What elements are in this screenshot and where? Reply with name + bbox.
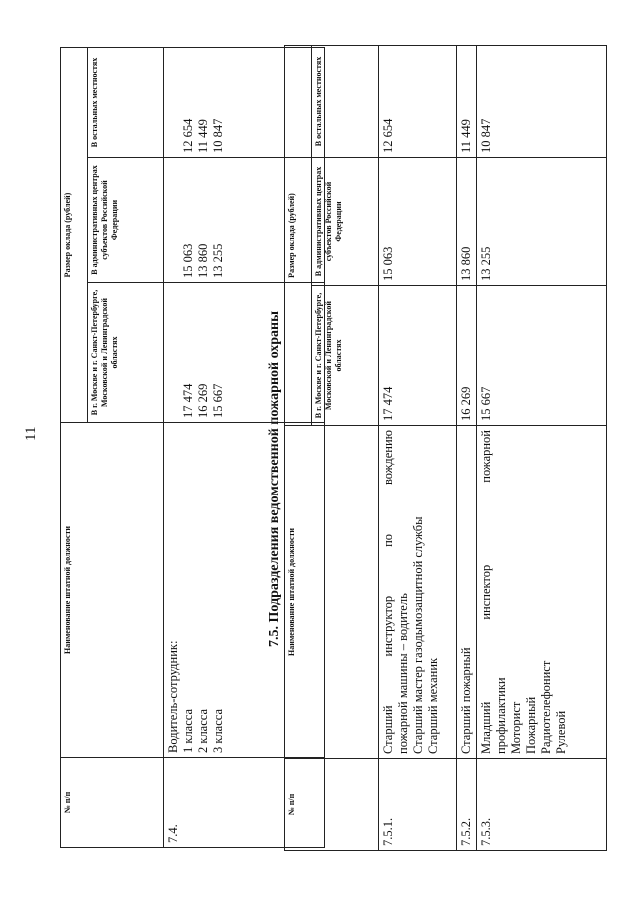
header-num: № п/п xyxy=(61,758,164,848)
row-salary-moscow: 16 269 xyxy=(457,286,477,426)
row-salary-moscow: 15 667 xyxy=(477,286,607,426)
row-salary-other: 12 654 xyxy=(379,46,457,158)
row-name: Старший инструктор по вождению пожарной машины – водитель Старший мастер газодымозащитной службы Старший механик xyxy=(379,426,457,759)
row-salary-admin: 13 255 xyxy=(477,158,607,286)
header-position-name: Наименование штатной должности xyxy=(61,423,164,758)
row-salary-admin: 15 063 13 860 13 255 xyxy=(164,158,325,283)
salary-table-2 xyxy=(284,46,607,851)
table-row xyxy=(379,46,457,851)
row-num: 7.5.3. xyxy=(477,759,607,851)
row-salary-admin: 15 063 xyxy=(379,158,457,286)
header-num: № п/п xyxy=(285,759,379,851)
row-num: 7.5.2. xyxy=(457,759,477,851)
row-num: 7.4. xyxy=(164,758,325,848)
header-moscow: В г. Москве и г. Санкт-Петербурге, Московской и Ленинградской областях xyxy=(88,283,164,423)
row-name: Старший пожарный xyxy=(457,426,477,759)
page-number: 11 xyxy=(23,426,39,441)
header-position-name: Наименование штатной должности xyxy=(285,426,379,759)
header-salary: Размер оклада (рублей) xyxy=(61,48,88,423)
table-row xyxy=(477,46,607,851)
header-salary: Размер оклада (рублей) xyxy=(285,46,312,426)
row-salary-moscow: 17 474 xyxy=(379,286,457,426)
row-name: Водитель-сотрудник: 1 класса 2 класса 3 класса xyxy=(164,423,325,758)
row-name: Младший инспектор пожарной профилактики Моторист Пожарный Радиотелефонист Рулевой xyxy=(477,426,607,759)
row-num: 7.5.1. xyxy=(379,759,457,851)
row-salary-admin: 13 860 xyxy=(457,158,477,286)
table-row xyxy=(457,46,477,851)
row-salary-other: 12 654 11 449 10 847 xyxy=(164,48,325,158)
header-other-areas: В остальных местностях xyxy=(88,48,164,158)
section-heading: 7.5. Подразделения ведомственной пожарной охраны xyxy=(267,310,282,647)
header-moscow: В г. Москве и г. Санкт-Петербурге, Московской и Ленинградской областях xyxy=(312,286,379,426)
row-salary-moscow: 17 474 16 269 15 667 xyxy=(164,283,325,423)
header-admin-centers: В административных центрах субъектов Российской Федерации xyxy=(88,158,164,283)
row-salary-other: 11 449 xyxy=(457,46,477,158)
header-admin-centers: В административных центрах субъектов Российской Федерации xyxy=(312,158,379,286)
row-salary-other: 10 847 xyxy=(477,46,607,158)
header-other-areas: В остальных местностях xyxy=(312,46,379,158)
